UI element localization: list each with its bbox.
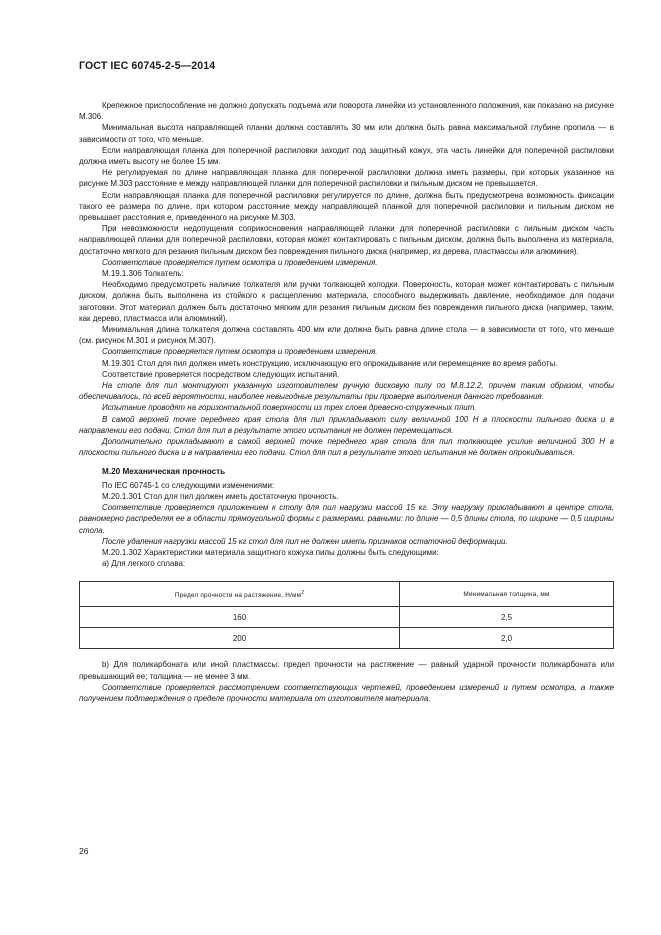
compliance-note: Соответствие проверяется путем осмотра и проведением измерения. xyxy=(102,257,378,267)
test-description: Испытание проводят на горизонтальной поверхности из трех слоев древесно-стружечных плит. xyxy=(102,403,477,413)
paragraph: М.20.1.302 Характеристики материала защитного кожуха пилы должны быть следующими: xyxy=(102,547,439,557)
compliance-note: Соответствие проверяется приложением к столу для пил нагрузки массой 15 кг. Эту нагрузку прикладывают в центре стола, равномерно распределяя ее в области прямоугольной формы с размерами, равными: по длине — 0,5 длины стола, по ширине — 0,5 ширины стола. xyxy=(79,503,614,535)
column-header-strength-text: Предел прочности на растяжение, Н/мм xyxy=(174,591,302,599)
standard-header: ГОСТ IEC 60745-2-5—2014 xyxy=(79,60,216,72)
paragraph: Минимальная длина толкателя должна составлять 400 мм или должна быть равна длине стола — в зависимости от того, что меньше (см. рисунок М.301 и рисунок М.307). xyxy=(79,325,614,346)
paragraph: Минимальная высота направляющей планки должна составлять 30 мм или должна быть равна максимальной глубине пропила — в зависимости от того, что меньше. xyxy=(79,123,614,144)
paragraph: Если направляющая планка для поперечной распиловки регулируется по длине, должна быть предусмотрена возможность фиксации такого ее размера по длине, при котором расстояние между направляющей планкой для поперечной распиловки и пильным диском не превышает расстояния е, приведенного на рисунке М.303. xyxy=(79,190,614,223)
table-header-row xyxy=(80,582,614,607)
paragraph: Необходимо предусмотреть наличие толкателя или ручки толкающей колодки. Поверхность, которая может контактировать с пильным диском, должна быть выполнена из стойкого к расщеплению материала, способного выдерживать давление, необходимое для подачи заготовки. Этот материал должен быть достаточно мягким для резания пильным диском без повреждения пильного диска (например, таким, как дерево, пластмасса или алюминий). xyxy=(79,280,614,323)
test-description: После удаления нагрузки массой 15 кг стол для пил не должен иметь признаков остаточной деформации. xyxy=(102,536,508,546)
test-description: На столе для пил монтируют указанную изготовителем ручную дисковую пилу по М.8.12.2, причем таким образом, чтобы обеспечивалось, по всей вероятности, наиболее невыгодные результаты при проверке выполнения данного требования. xyxy=(79,381,614,402)
list-item: a) Для легкого сплава: xyxy=(102,559,186,569)
cell-thickness: 2,0 xyxy=(400,628,614,649)
paragraph: М.19.301 Стол для пил должен иметь конструкцию, исключающую его опрокидывание или перемещение во время работы. xyxy=(102,358,558,368)
cell-strength: 160 xyxy=(80,607,400,628)
test-description: В самой верхней точке переднего края стола для пил прикладывают силу величиной 100 Н в плоскости пильного диска и в направлении его подачи. Стол для пил в результате этого испытания не должен перемещаться. xyxy=(79,414,614,435)
document-body xyxy=(79,100,614,704)
cell-strength: 200 xyxy=(80,628,400,649)
paragraph: Соответствие проверяется посредством следующих испытаний. xyxy=(102,369,340,379)
column-header-thickness: Минимальная толщина, мм xyxy=(400,582,614,607)
compliance-note: Соответствие проверяется рассмотрением соответствующих чертежей, проведением измерений и путем осмотра, а также получением подтверждения о пределе прочности материала от изготовителя материала. xyxy=(79,682,614,703)
section-title: М.20 Механическая прочность xyxy=(102,466,226,476)
paragraph: При невозможности недопущения соприкосновения направляющей планки для поперечной распиловки с пильным диском часть направляющей планки для поперечной распиловки, которая может контактировать с пильным диском, должна быть выполнена из материала, достаточно мягкого для резания пильным диском без повреждения пильного диска (например, из дерева, пластмассы или алюминия). xyxy=(79,224,614,256)
test-description: Дополнительно прикладывают в самой верхней точке переднего края стола для пил толкающее усилие величиной 300 Н в плоскости пильного диска и в направлении его подачи. Стол для пил в результате этого испытания не должен опрокидываться. xyxy=(79,437,614,458)
compliance-note: Соответствие проверяется путем осмотра и проведением измерения. xyxy=(102,347,378,357)
paragraph: Если направляющая планка для поперечной распиловки заходит под защитный кожух, эта часть линейки для поперечной распиловки должна иметь высоту не более 15 мм. xyxy=(79,145,614,167)
paragraph: М.20.1.301 Стол для пил должен иметь достаточную прочность. xyxy=(102,491,339,501)
clause-heading: М.19.1.306 Толкатель: xyxy=(102,269,184,279)
paragraph: Крепежное приспособление не должно допускать подъема или поворота линейки из установленного положения, как показано на рисунке М.306. xyxy=(79,101,614,122)
cell-thickness: 2,5 xyxy=(400,607,614,628)
table-row xyxy=(80,607,614,628)
column-header-strength xyxy=(80,582,400,607)
unit-superscript: 2 xyxy=(301,589,305,596)
list-item: b) Для поликарбоната или иной пластмассы: предел прочности на растяжение — равный ударной прочности поликарбоната или превышающий ее; толщина — не менее 3 мм. xyxy=(79,660,614,681)
paragraph: Не регулируемая по длине направляющая планка для поперечной распиловки должна иметь размеры, при которых указанное на рисунке М.303 расстояние е между направляющей планки для поперечной распиловки и пильным диском не превышается. xyxy=(79,168,614,189)
material-table xyxy=(79,581,614,649)
page-number: 26 xyxy=(79,846,89,856)
paragraph: По IEC 60745-1 со следующими изменениями: xyxy=(102,480,275,490)
table-row xyxy=(80,628,614,649)
